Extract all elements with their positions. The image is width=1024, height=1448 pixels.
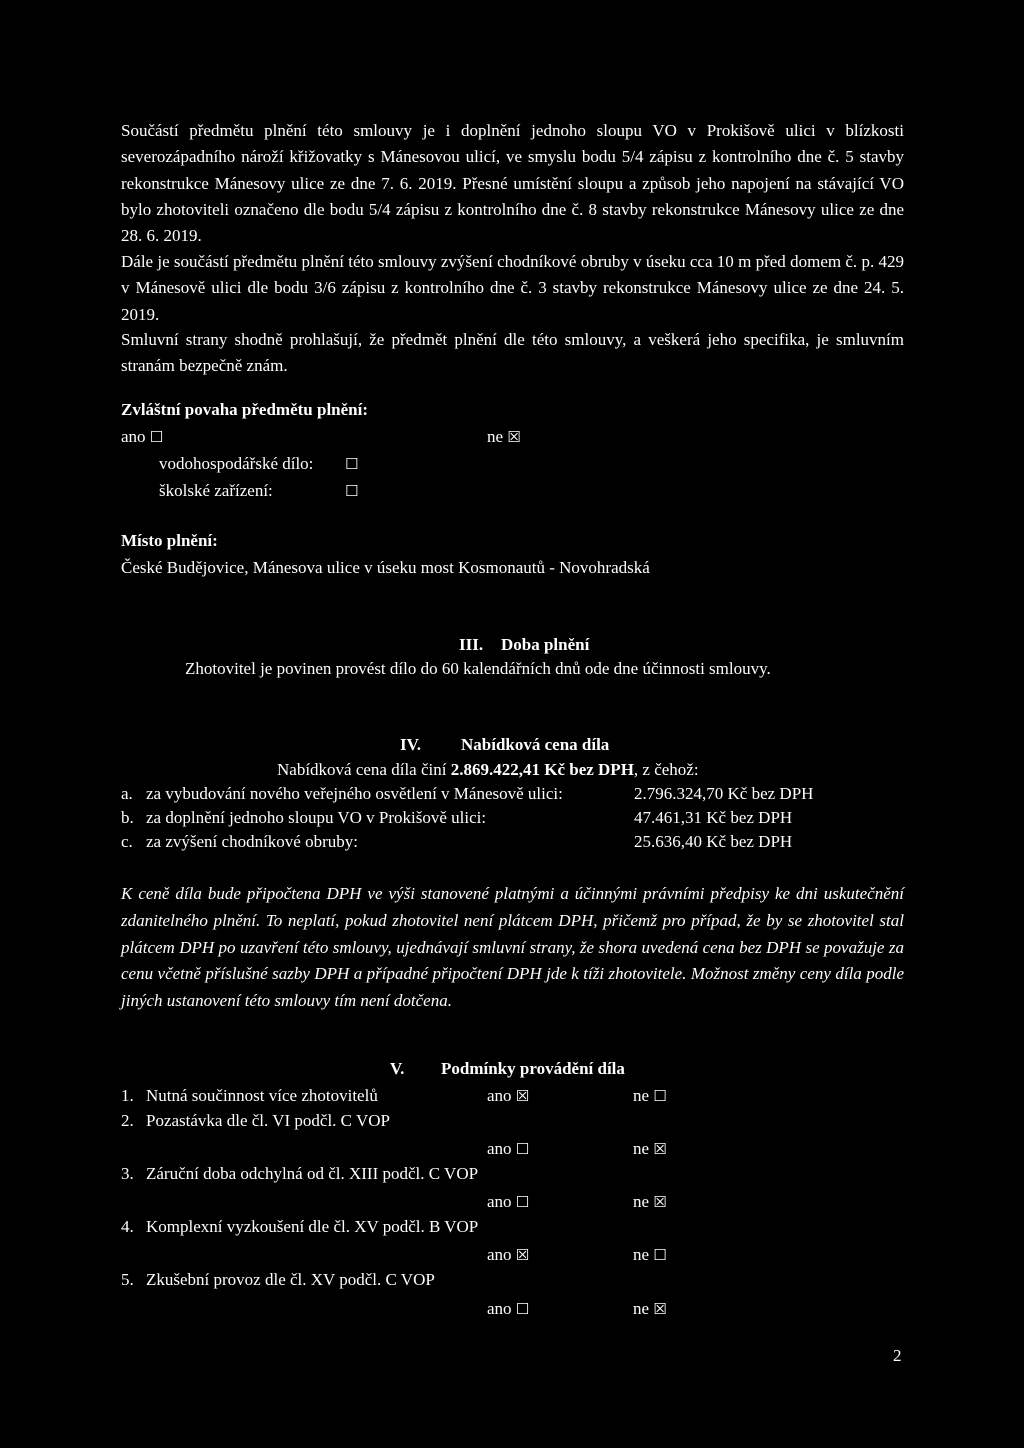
section-3-text: Zhotovitel je povinen provést dílo do 60 kalendářních dnů ode dne účinnosti smlouvy.	[185, 659, 771, 678]
condition-item-number: 5.	[121, 1270, 134, 1289]
checkbox-empty-icon: ☐	[653, 1246, 667, 1264]
paragraph-column-addition: Součástí předmětu plnění této smlouvy je i doplnění jednoho sloupu VO v Prokišově ulici v blízkosti severozápadního nároží křižovatky s Mánesovou ulicí, ve smyslu bodu 5/4 zápisu z kontrolního dne č. 5 stavby rekonstrukce Mánesovy ulice ze dne 7. 6. 2019. Přesné umístění sloupu a způsob jeho napojení na stávající VO bylo zhotoviteli označeno dle bodu 5/4 zápisu z kontrolního dne č. 8 stavby rekonstrukce Mánesovy ulice ze dne 28. 6. 2019.	[121, 121, 904, 246]
checkbox-checked-icon: ☒	[653, 1193, 667, 1211]
condition-ne	[633, 1299, 667, 1319]
price-intro-text: Nabídková cena díla činí	[277, 760, 451, 779]
water-work-label: vodohospodářské dílo:	[159, 454, 314, 473]
condition-ne	[633, 1086, 667, 1106]
checkbox-empty-icon: ☐	[515, 1140, 530, 1158]
price-item-value: 47.461,31 Kč bez DPH	[634, 808, 793, 827]
condition-item-text: Pozastávka dle čl. VI podčl. C VOP	[146, 1111, 390, 1130]
paragraph-curb-raise: Dále je součástí předmětu plnění této smlouvy zvýšení chodníkové obruby v úseku cca 10 m před domem č. p. 429 v Mánesově ulici dle bodu 3/6 zápisu z kontrolního dne č. 3 stavby rekonstrukce Mánesovy ulice ze dne 24. 5. 2019.	[121, 252, 904, 324]
checkbox-checked-icon: ☒	[507, 428, 521, 446]
page-number: 2	[893, 1346, 902, 1365]
condition-ano	[487, 1299, 529, 1319]
condition-item-number: 2.	[121, 1111, 134, 1130]
condition-ano	[487, 1192, 529, 1212]
section-4-title: Nabídková cena díla	[461, 735, 610, 754]
price-item-text: za zvýšení chodníkové obruby:	[146, 832, 358, 851]
checkbox-empty-icon: ☐	[515, 1193, 530, 1211]
place-text: České Budějovice, Mánesova ulice v úseku most Kosmonautů - Novohradská	[121, 558, 650, 577]
price-intro	[277, 760, 699, 780]
section-4-number: IV.	[400, 735, 421, 754]
condition-item-number: 1.	[121, 1086, 134, 1105]
ne-label: ne	[487, 427, 504, 446]
checkbox-checked-icon: ☒	[653, 1300, 667, 1318]
price-intro-suffix: , z čehož:	[633, 760, 699, 779]
ano-label: ano	[487, 1086, 512, 1105]
ano-label: ano	[487, 1139, 512, 1158]
checkbox-checked-icon: ☒	[515, 1087, 530, 1105]
checkbox-checked-icon: ☒	[653, 1140, 667, 1158]
condition-ano	[487, 1245, 529, 1265]
section-5-number: V.	[390, 1059, 405, 1078]
condition-item-number: 4.	[121, 1217, 134, 1236]
school-facility-label: školské zařízení:	[159, 481, 273, 500]
price-total: 2.869.422,41 Kč bez DPH	[450, 760, 634, 779]
checkbox-checked-icon: ☒	[515, 1246, 530, 1264]
vat-note: K ceně díla bude připočtena DPH ve výši stanovené platnými a účinnými právními předpisy ke dni uskutečnění zdanitelného plnění. To neplatí, pokud zhotovitel není plátcem DPH, přičemž pro případ, že by se zhotovitel stal plátcem DPH po uzavření této smlouvy, ujednávají smluvní strany, že shora uvedená cena bez DPH se považuje za cenu včetně příslušné sazby DPH a případné připočtení DPH jde k tíži zhotovitele. Možnost změny ceny díla podle jiných ustanovení této smlouvy tím není dotčena.	[121, 884, 904, 1011]
ano-label: ano	[121, 427, 146, 446]
checkbox-empty-icon: ☐	[345, 455, 359, 473]
condition-item-text: Záruční doba odchylná od čl. XIII podčl. C VOP	[146, 1164, 479, 1183]
ano-label: ano	[487, 1192, 512, 1211]
section-3-title: Doba plnění	[501, 635, 590, 654]
place-heading: Místo plnění:	[121, 531, 218, 550]
condition-item-text: Komplexní vyzkoušení dle čl. XV podčl. B VOP	[146, 1217, 479, 1236]
price-item-letter: c.	[121, 832, 133, 851]
price-item-text: za vybudování nového veřejného osvětlení v Mánesově ulici:	[146, 784, 563, 803]
condition-item-text: Nutná součinnost více zhotovitelů	[146, 1086, 378, 1105]
paragraph-declaration: Smluvní strany shodně prohlašují, že předmět plnění dle této smlouvy, a veškerá jeho specifika, je smluvním stranám bezpečně znám.	[121, 330, 904, 376]
condition-ano	[487, 1086, 529, 1106]
ano-label: ano	[487, 1245, 512, 1264]
price-item-value: 25.636,40 Kč bez DPH	[634, 832, 793, 851]
ano-label: ano	[487, 1299, 512, 1318]
checkbox-empty-icon: ☐	[345, 482, 359, 500]
section-5-title: Podmínky provádění díla	[441, 1059, 625, 1078]
condition-ne	[633, 1139, 667, 1159]
condition-item-text: Zkušební provoz dle čl. XV podčl. C VOP	[146, 1270, 435, 1289]
condition-item-number: 3.	[121, 1164, 134, 1183]
ne-label: ne	[633, 1139, 650, 1158]
ne-label: ne	[633, 1086, 650, 1105]
condition-ne	[633, 1192, 667, 1212]
price-item-value: 2.796.324,70 Kč bez DPH	[634, 784, 814, 803]
checkbox-empty-icon: ☐	[515, 1300, 530, 1318]
condition-ano	[487, 1139, 529, 1159]
section-3-number: III.	[459, 635, 484, 654]
special-nature-heading: Zvláštní povaha předmětu plnění:	[121, 400, 369, 419]
ne-label: ne	[633, 1299, 650, 1318]
special-ano-option	[121, 427, 163, 447]
condition-ne	[633, 1245, 667, 1265]
ne-label: ne	[633, 1245, 650, 1264]
checkbox-empty-icon: ☐	[149, 428, 164, 446]
ne-label: ne	[633, 1192, 650, 1211]
price-item-letter: a.	[121, 784, 133, 803]
price-item-letter: b.	[121, 808, 134, 827]
special-ne-option	[487, 427, 521, 447]
price-item-text: za doplnění jednoho sloupu VO v Prokišově ulici:	[146, 808, 487, 827]
checkbox-empty-icon: ☐	[653, 1087, 667, 1105]
